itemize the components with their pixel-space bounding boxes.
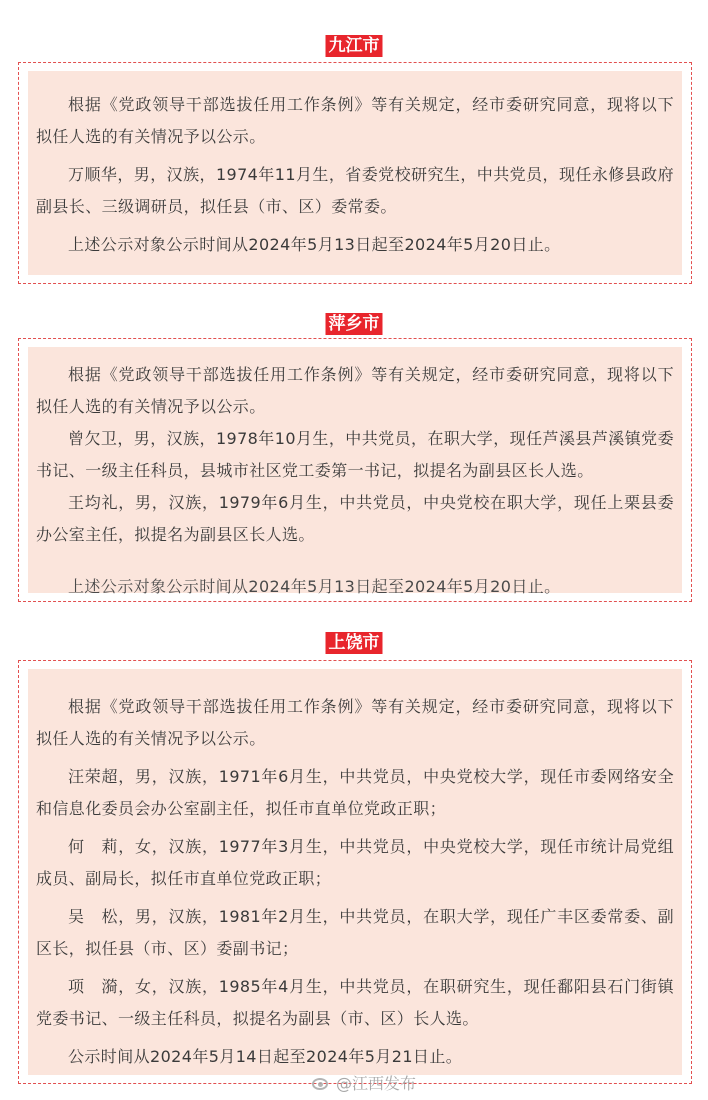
intro-paragraph: 根据《党政领导干部选拔任用工作条例》等有关规定，经市委研究同意，现将以下拟任人选的有关情况予以公示。 [36, 95, 674, 146]
section-jiujiang [18, 62, 692, 284]
candidate-paragraph: 汪荣超，男，汉族，1971年6月生，中共党员，中央党校大学，现任市委网络安全和信息化委员会办公室副主任，拟任市直单位党政正职； [36, 767, 674, 818]
watermark [310, 1071, 416, 1094]
section-shangrao [18, 660, 692, 1084]
content-panel [28, 669, 682, 1075]
notice-period-paragraph: 上述公示对象公示时间从2024年5月13日起至2024年5月20日止。 [68, 577, 561, 596]
intro-paragraph: 根据《党政领导干部选拔任用工作条例》等有关规定，经市委研究同意，现将以下拟任人选的有关情况予以公示。 [36, 697, 674, 748]
notice-period-paragraph: 公示时间从2024年5月14日起至2024年5月21日止。 [68, 1047, 463, 1066]
watermark-text: @江西发布 [335, 1074, 416, 1093]
content-panel [28, 347, 682, 596]
candidate-paragraph: 何 莉，女，汉族，1977年3月生，中共党员，中央党校大学，现任市统计局党组成员、副局长，拟任市直单位党政正职； [36, 837, 674, 888]
candidate-paragraph: 曾欠卫，男，汉族，1978年10月生，中共党员，在职大学，现任芦溪县芦溪镇党委书记、一级主任科员，县城市社区党工委第一书记，拟提名为副县区长人选。 [36, 429, 674, 480]
candidate-paragraph: 项 漪，女，汉族，1985年4月生，中共党员，在职研究生，现任鄱阳县石门街镇党委书记、一级主任科员，拟提名为副县（市、区）长人选。 [36, 977, 674, 1028]
candidate-paragraph: 王均礼，男，汉族，1979年6月生，中共党员，中央党校在职大学，现任上栗县委办公室主任，拟提名为副县区长人选。 [36, 493, 674, 544]
city-tag-pingxiang: 萍乡市 [326, 313, 383, 335]
intro-paragraph: 根据《党政领导干部选拔任用工作条例》等有关规定，经市委研究同意，现将以下拟任人选的有关情况予以公示。 [36, 365, 674, 416]
weibo-icon [310, 1075, 332, 1091]
section-pingxiang [18, 338, 692, 602]
city-tag-shangrao: 上饶市 [326, 632, 383, 654]
city-tag-jiujiang: 九江市 [326, 35, 383, 57]
content-panel [28, 71, 682, 275]
candidate-paragraph: 吴 松，男，汉族，1981年2月生，中共党员，在职大学，现任广丰区委常委、副区长，拟任县（市、区）委副书记； [36, 907, 674, 958]
candidate-paragraph: 万顺华，男，汉族，1974年11月生，省委党校研究生，中共党员，现任永修县政府副县长、三级调研员，拟任县（市、区）委常委。 [36, 165, 674, 216]
notice-period-paragraph: 上述公示对象公示时间从2024年5月13日起至2024年5月20日止。 [68, 235, 561, 254]
